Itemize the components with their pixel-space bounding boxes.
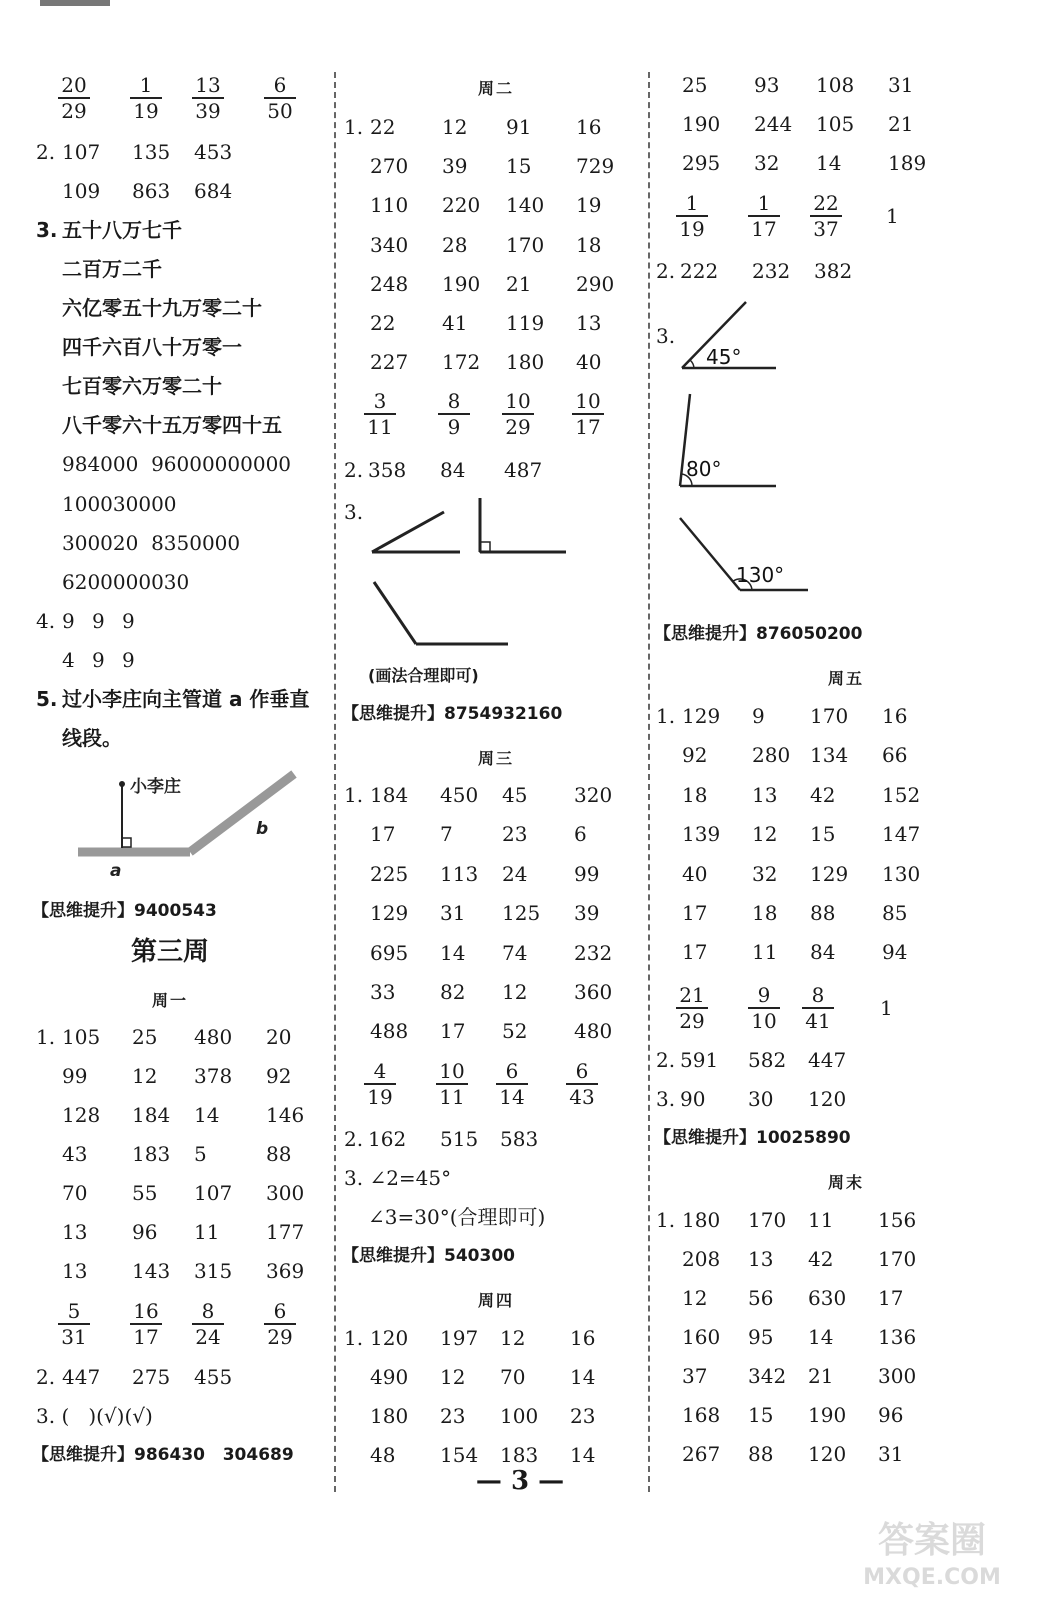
answer-value: 70 xyxy=(500,1365,526,1389)
answer-value: 107 xyxy=(194,1181,233,1205)
fraction: $\frac{22}{37}$ xyxy=(810,192,842,240)
answer-row xyxy=(652,698,1040,734)
answer-value: 96 xyxy=(132,1220,158,1244)
answer-row xyxy=(0,1175,340,1211)
answer-value: 490 xyxy=(370,1365,409,1389)
answer-value: 197 xyxy=(440,1326,479,1350)
thinking-boost: 【思维提升】9400543 xyxy=(32,901,217,921)
answer-row xyxy=(340,1398,652,1434)
answer-value: 16 xyxy=(882,704,908,728)
answer-value: 1 xyxy=(886,204,899,228)
answer-row: 4. 9 9 9 xyxy=(36,609,135,633)
page-number: — 3 — xyxy=(475,1466,565,1496)
fraction: $\frac{10}{17}$ xyxy=(572,390,604,438)
answer-row xyxy=(652,106,1040,142)
answer-value: 33 xyxy=(370,980,396,1004)
answer-value: 180 xyxy=(506,350,545,375)
answer-value: 17 xyxy=(440,1019,466,1044)
answer-value: 15 xyxy=(748,1403,774,1427)
answer-value: 134 xyxy=(810,743,849,768)
answer-value: 12 xyxy=(442,115,468,139)
answer-value: 7 xyxy=(440,822,453,847)
answer-value: 14 xyxy=(808,1325,834,1349)
answer-value: 12 xyxy=(502,980,528,1004)
day-heading: 周三 xyxy=(477,749,514,768)
answer-value: 480 xyxy=(194,1025,233,1049)
answer-row xyxy=(340,266,652,302)
answer-row xyxy=(340,895,652,931)
answer-value: 143 xyxy=(132,1259,171,1283)
answer-value: 14 xyxy=(816,151,842,175)
answer-row: 2. 591 582 447 xyxy=(656,1048,847,1072)
answer-value: 140 xyxy=(506,193,545,218)
answer-value: 42 xyxy=(810,782,836,807)
fraction: $\frac{6}{43}$ xyxy=(566,1060,598,1108)
answer-value: 119 xyxy=(506,311,545,335)
answer-value: 13 xyxy=(62,1220,88,1244)
answer-row: 2. 447 275 455 xyxy=(36,1365,233,1389)
angle-label: 80° xyxy=(686,457,722,481)
answer-value: 120 xyxy=(370,1326,409,1350)
answer-value: 13 xyxy=(752,782,778,807)
answer-value: 5 xyxy=(194,1142,207,1166)
watermark-top: 答案圈 xyxy=(877,1520,987,1561)
answer-row xyxy=(652,67,1040,103)
answer-value: 225 xyxy=(370,861,409,886)
answer-value: 189 xyxy=(888,151,927,175)
answer-value: 22 xyxy=(370,311,396,335)
answer-value: 42 xyxy=(808,1247,834,1271)
answer-value: 170 xyxy=(506,232,545,257)
answer-value: 378 xyxy=(194,1064,233,1088)
answer-value: 168 xyxy=(682,1403,721,1427)
answer-value: 85 xyxy=(882,901,908,925)
answer-value: 28 xyxy=(442,232,468,257)
answer-value: 183 xyxy=(132,1142,171,1166)
answer-value: 14 xyxy=(194,1103,220,1127)
answer-value: 55 xyxy=(132,1181,158,1205)
question-number: 1. xyxy=(344,1326,364,1350)
answer-value: 220 xyxy=(442,193,481,218)
answer-value: 15 xyxy=(506,154,532,179)
fraction: $\frac{21}{29}$ xyxy=(676,984,708,1032)
answer-value: 320 xyxy=(574,783,613,807)
day-heading: 周四 xyxy=(477,1291,514,1310)
answer-value: 105 xyxy=(816,112,855,136)
answer-value: 18 xyxy=(752,901,778,925)
answer-value: 82 xyxy=(440,980,466,1004)
answer-value: 156 xyxy=(878,1208,917,1232)
answer-value: 45 xyxy=(502,783,528,807)
answer-value: 18 xyxy=(682,782,708,807)
answer-value: 66 xyxy=(882,743,908,768)
fraction: $\frac{5}{31}$ xyxy=(58,1300,90,1348)
answer-value: 729 xyxy=(576,154,615,179)
drawing-note: (画法合理即可) xyxy=(368,666,479,685)
angle-label: 130° xyxy=(736,563,785,587)
fraction: $\frac{8}{9}$ xyxy=(438,390,470,438)
answer-row xyxy=(340,227,652,263)
answer-value: 11 xyxy=(194,1220,220,1244)
answer-row xyxy=(340,109,652,145)
fraction: $\frac{10}{29}$ xyxy=(502,390,534,438)
thinking-boost: 【思维提升】540300 xyxy=(342,1246,515,1266)
answer-row xyxy=(652,934,1040,970)
label-a: a xyxy=(110,861,122,881)
answer-value: 56 xyxy=(748,1286,774,1310)
answer-value: 136 xyxy=(878,1325,917,1349)
answer-row: 2. 107 135 453 xyxy=(36,140,233,164)
answer-value: 21 xyxy=(506,271,532,296)
answer-row xyxy=(340,344,652,380)
answer-row xyxy=(340,1320,652,1356)
answer-value: 11 xyxy=(808,1208,834,1232)
answer-value: 43 xyxy=(62,1142,88,1166)
answer-row xyxy=(652,1202,1040,1238)
answer-value: 52 xyxy=(502,1019,528,1044)
answer-value: 139 xyxy=(682,822,721,847)
answer-row: 3. 90 30 120 xyxy=(656,1087,847,1111)
answer-value: 295 xyxy=(682,151,721,175)
answer-value: 95 xyxy=(748,1325,774,1349)
answer-value: 183 xyxy=(500,1443,539,1467)
answer-value: 300 xyxy=(266,1181,305,1205)
fraction: $\frac{1}{19}$ xyxy=(676,192,708,240)
answer-value: 154 xyxy=(440,1443,479,1467)
answer-value: 270 xyxy=(370,154,409,179)
label-b: b xyxy=(256,819,269,839)
answer-value: 147 xyxy=(882,822,921,847)
answer-row xyxy=(340,187,652,223)
answer-row xyxy=(0,1097,340,1133)
answer-value: 129 xyxy=(810,861,849,886)
fraction: $\frac{4}{19}$ xyxy=(364,1060,396,1108)
answer-value: 40 xyxy=(576,350,602,375)
answer-row xyxy=(652,145,1040,181)
answer-value: 9 xyxy=(752,704,765,728)
answer-value: 450 xyxy=(440,783,479,807)
answer-value: 70 xyxy=(62,1181,88,1205)
answer-value: 129 xyxy=(370,901,409,926)
angle-drawings xyxy=(360,496,600,656)
answer-value: 41 xyxy=(442,311,468,335)
answer-value: 94 xyxy=(882,940,908,965)
answer-value: 99 xyxy=(62,1064,88,1088)
answer-value: 21 xyxy=(808,1364,834,1388)
day-heading: 周五 xyxy=(827,669,864,688)
answer-row: 3. xyxy=(344,500,364,524)
top-rule xyxy=(40,0,110,6)
village-label: 小李庄 xyxy=(130,777,181,797)
fraction: $\frac{9}{10}$ xyxy=(748,984,780,1032)
answer-value: 14 xyxy=(570,1443,596,1467)
answer-row xyxy=(652,1319,1040,1355)
answer-value: 25 xyxy=(682,73,708,97)
answer-value: 21 xyxy=(888,112,914,136)
answer-row xyxy=(340,148,652,184)
answer-value: 190 xyxy=(808,1403,847,1427)
answer-value: 13 xyxy=(62,1259,88,1283)
answer-row xyxy=(652,856,1040,892)
answer-value: 12 xyxy=(132,1064,158,1088)
answer-row xyxy=(340,856,652,892)
thinking-boost: 【思维提升】986430 304689 xyxy=(32,1445,294,1465)
answer-value: 16 xyxy=(576,115,602,139)
fraction: $\frac{8}{41}$ xyxy=(802,984,834,1032)
day-heading: 周一 xyxy=(151,991,188,1010)
answer-value: 39 xyxy=(442,154,468,179)
answer-value: 630 xyxy=(808,1286,847,1310)
answer-value: 120 xyxy=(808,1442,847,1466)
answer-value: 340 xyxy=(370,232,409,257)
answer-row: 109 863 684 xyxy=(62,179,233,203)
answer-value: 17 xyxy=(682,901,708,925)
answer-value: 360 xyxy=(574,980,613,1004)
fraction: $\frac{10}{11}$ xyxy=(436,1060,468,1108)
angle-label: 45° xyxy=(706,345,742,369)
answer-value: 280 xyxy=(752,743,791,768)
answer-value: 300 xyxy=(878,1364,917,1388)
answer-value: 92 xyxy=(682,743,708,768)
answer-value: 88 xyxy=(266,1142,292,1166)
watermark-logo xyxy=(842,1512,1022,1592)
fraction: $\frac{8}{24}$ xyxy=(192,1300,224,1348)
answer-value: 12 xyxy=(752,822,778,847)
answer-value: 172 xyxy=(442,350,481,375)
answer-value: 14 xyxy=(440,940,466,965)
answer-row xyxy=(652,1358,1040,1394)
answer-value: 248 xyxy=(370,271,409,296)
answer-value: 14 xyxy=(570,1365,596,1389)
angle-ray xyxy=(680,518,740,590)
answer-value: 17 xyxy=(878,1286,904,1310)
answer-value: 170 xyxy=(748,1208,787,1232)
answer-value: 19 xyxy=(576,193,602,218)
answer-value: 39 xyxy=(574,901,600,926)
answer-value: 180 xyxy=(682,1208,721,1232)
answer-value: 290 xyxy=(576,271,615,296)
answer-value: 23 xyxy=(502,822,528,847)
question-number: 1. xyxy=(656,1208,676,1232)
answer-value: 12 xyxy=(682,1286,708,1310)
answer-row: 2. 222 232 382 xyxy=(656,259,853,283)
answer-value: 113 xyxy=(440,861,479,886)
fraction: $\frac{20}{29}$ xyxy=(58,74,90,122)
answer-value: 342 xyxy=(748,1364,787,1388)
answer-value: 48 xyxy=(370,1443,396,1467)
angle-ray xyxy=(374,582,416,644)
answer-value: 18 xyxy=(576,232,602,257)
question-number: 1. xyxy=(344,783,364,807)
answer-value: 15 xyxy=(810,822,836,847)
answer-row xyxy=(0,1058,340,1094)
answer-value: 32 xyxy=(754,151,780,175)
answer-value: 130 xyxy=(882,861,921,886)
answer-value: 37 xyxy=(682,1364,708,1388)
answer-row: ∠3=30°(合理即可) xyxy=(368,1205,546,1229)
answer-value: 152 xyxy=(882,782,921,807)
answer-value: 22 xyxy=(370,115,396,139)
answer-value: 99 xyxy=(574,861,600,886)
answer-value: 40 xyxy=(682,861,708,886)
answer-value: 177 xyxy=(266,1220,305,1244)
answer-row xyxy=(652,816,1040,852)
answer-value: 31 xyxy=(888,73,914,97)
answer-value: 25 xyxy=(132,1025,158,1049)
main-pipe-b xyxy=(190,774,294,852)
answer-value: 88 xyxy=(810,901,836,925)
fraction: $\frac{16}{17}$ xyxy=(130,1300,162,1348)
answer-row xyxy=(652,895,1040,931)
week-title: 第三周 xyxy=(130,937,209,967)
measured-angles xyxy=(672,290,812,610)
answer-row xyxy=(652,737,1040,773)
answer-value: 190 xyxy=(442,271,481,296)
watermark-bottom: MXQE.COM xyxy=(863,1565,1001,1590)
fraction: $\frac{6}{50}$ xyxy=(264,74,296,122)
answer-value: 267 xyxy=(682,1442,721,1466)
answer-value: 20 xyxy=(266,1025,292,1049)
fraction: $\frac{6}{29}$ xyxy=(264,1300,296,1348)
answer-row xyxy=(652,1280,1040,1316)
answer-value: 369 xyxy=(266,1259,305,1283)
thinking-boost: 【思维提升】8754932160 xyxy=(342,704,563,724)
right-angle-mark xyxy=(122,838,131,847)
answer-value: 146 xyxy=(266,1103,305,1127)
answer-row xyxy=(340,305,652,341)
answer-row: 3. ( )(√)(√) xyxy=(36,1404,153,1428)
village-point xyxy=(119,781,125,787)
answer-row xyxy=(340,935,652,971)
answer-row: 3. ∠2=45° xyxy=(344,1166,452,1190)
answer-value: 190 xyxy=(682,112,721,136)
answer-value: 84 xyxy=(810,940,836,965)
fraction: $\frac{1}{17}$ xyxy=(748,192,780,240)
answer-row: 3. xyxy=(656,324,676,348)
answer-row xyxy=(340,974,652,1010)
answer-value: 315 xyxy=(194,1259,233,1283)
answer-value: 31 xyxy=(878,1442,904,1466)
answer-value: 13 xyxy=(748,1247,774,1271)
answer-value: 110 xyxy=(370,193,409,218)
answer-row xyxy=(340,816,652,852)
answer-value: 24 xyxy=(502,861,528,886)
answer-value: 74 xyxy=(502,940,528,965)
day-heading: 周末 xyxy=(827,1173,864,1192)
answer-value: 17 xyxy=(370,822,396,847)
answer-value: 170 xyxy=(878,1247,917,1271)
answer-row xyxy=(0,1136,340,1172)
answer-value: 125 xyxy=(502,901,541,926)
answer-value: 160 xyxy=(682,1325,721,1349)
answer-value: 23 xyxy=(440,1404,466,1428)
answer-value: 6 xyxy=(574,822,587,847)
answer-value: 1 xyxy=(880,996,893,1020)
answer-value: 23 xyxy=(570,1404,596,1428)
answer-value: 17 xyxy=(682,940,708,965)
answer-value: 13 xyxy=(576,311,602,335)
fraction: $\frac{6}{14}$ xyxy=(496,1060,528,1108)
answer-value: 105 xyxy=(62,1025,101,1049)
answer-value: 16 xyxy=(570,1326,596,1350)
thinking-boost: 【思维提升】876050200 xyxy=(654,624,863,644)
answer-row xyxy=(0,1214,340,1250)
perpendicular-diagram xyxy=(60,760,320,890)
answer-value: 12 xyxy=(500,1326,526,1350)
answer-value: 108 xyxy=(816,73,855,97)
answer-value: 11 xyxy=(752,940,778,965)
answer-value: 128 xyxy=(62,1103,101,1127)
answer-value: 227 xyxy=(370,350,409,375)
answer-value: 32 xyxy=(752,861,778,886)
fraction: $\frac{1}{19}$ xyxy=(130,74,162,122)
answer-value: 31 xyxy=(440,901,466,926)
fraction: $\frac{3}{11}$ xyxy=(364,390,396,438)
answer-value: 91 xyxy=(506,115,532,139)
answer-value: 93 xyxy=(754,73,780,97)
answer-value: 100 xyxy=(500,1404,539,1428)
answer-value: 232 xyxy=(574,940,613,965)
answer-row xyxy=(0,1019,340,1055)
answer-value: 184 xyxy=(370,783,409,807)
question-number: 1. xyxy=(36,1025,56,1049)
answer-row xyxy=(652,777,1040,813)
angle-ray xyxy=(372,512,444,552)
answer-row: 2. 358 84 487 xyxy=(344,458,543,482)
answer-row xyxy=(340,1359,652,1395)
answer-value: 129 xyxy=(682,704,721,728)
answer-value: 208 xyxy=(682,1247,721,1271)
answer-row xyxy=(652,1241,1040,1277)
answer-row xyxy=(0,1253,340,1289)
answer-value: 170 xyxy=(810,704,849,728)
answer-value: 180 xyxy=(370,1404,409,1428)
answer-value: 92 xyxy=(266,1064,292,1088)
answer-value: 88 xyxy=(748,1442,774,1466)
answer-value: 480 xyxy=(574,1019,613,1044)
answer-row: 2. 162 515 583 xyxy=(344,1127,539,1151)
question-number: 1. xyxy=(656,704,676,728)
answer-row xyxy=(340,777,652,813)
answer-row xyxy=(340,1013,652,1049)
thinking-boost: 【思维提升】10025890 xyxy=(654,1128,851,1148)
answer-value: 96 xyxy=(878,1403,904,1427)
day-heading: 周二 xyxy=(477,79,514,98)
answer-value: 12 xyxy=(440,1365,466,1389)
answer-value: 184 xyxy=(132,1103,171,1127)
fraction: $\frac{13}{39}$ xyxy=(192,74,224,122)
answer-row xyxy=(652,1397,1040,1433)
question-number: 1. xyxy=(344,115,364,139)
answer-value: 695 xyxy=(370,940,409,965)
answer-row: 4 9 9 xyxy=(62,648,135,672)
answer-value: 488 xyxy=(370,1019,409,1044)
answer-value: 244 xyxy=(754,112,793,136)
